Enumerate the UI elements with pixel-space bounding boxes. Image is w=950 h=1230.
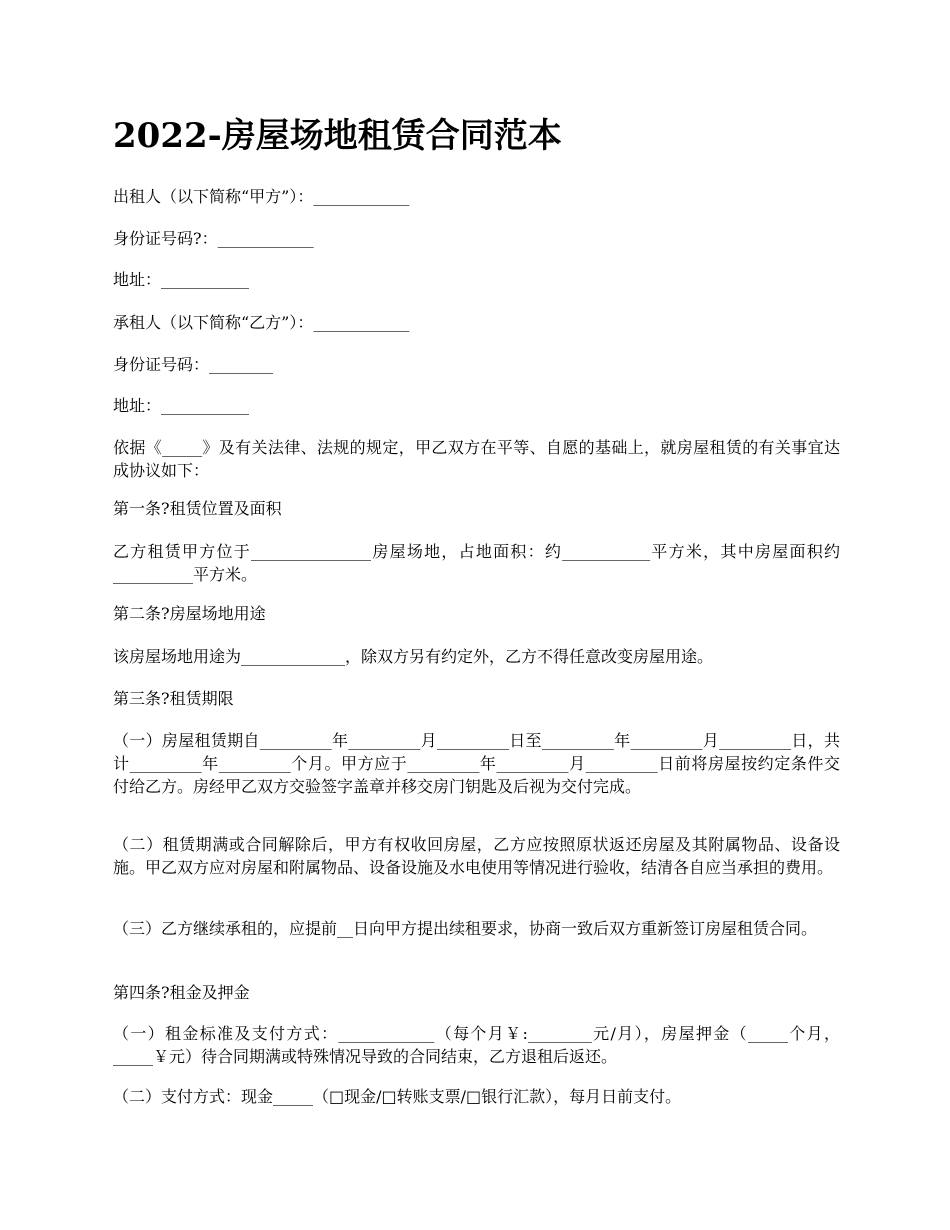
article-2-paragraph: 该房屋场地用途为_____________，除双方另有约定外，乙方不得任意改变房屋用途。 xyxy=(113,647,714,666)
article-4-heading: 第四条?租金及押金 xyxy=(113,983,250,1002)
lessor-name-line: 出租人（以下简称“甲方”）：____________ xyxy=(113,187,410,206)
lessee-name-line: 承租人（以下简称“乙方”）：____________ xyxy=(113,313,410,332)
lessee-address-line: 地址：___________ xyxy=(113,396,250,415)
article-3-clause-2: （二）租赁期满或合同解除后，甲方有权收回房屋，乙方应按照原状返还房屋及其附属物品、设备设施。甲乙双方应对房屋和附属物品、设备设施及水电使用等情况进行验收，结清各自应当承担的费用。 xyxy=(113,835,840,877)
article-1-paragraph: 乙方租赁甲方位于_______________房屋场地，占地面积：约___________平方米，其中房屋面积约__________平方米。 xyxy=(113,542,840,584)
article-3-heading: 第三条?租赁期限 xyxy=(113,689,234,708)
lessor-address-line: 地址：___________ xyxy=(113,270,250,289)
article-1-heading: 第一条?租赁位置及面积 xyxy=(113,499,282,518)
article-3-clause-1: （一）房屋租赁期自_________年_________月_________日至_________年_________月_________日，共计_________年_________个月。甲方应于_________年_________月_________日前将房屋按约定条件交付给乙方。房经甲乙双方交验签字盖章并移交房门钥匙及后视为交付完成。 xyxy=(113,731,840,796)
lessee-id-line: 身份证号码：________ xyxy=(113,355,274,374)
article-3-clause-3: （三）乙方继续承租的，应提前__日向甲方提出续租要求，协商一致后双方重新签订房屋租赁合同。 xyxy=(113,919,818,938)
preamble-paragraph: 依据《_____》及有关法律、法规的规定，甲乙双方在平等、自愿的基础上，就房屋租赁的有关事宜达成协议如下： xyxy=(113,438,840,480)
article-4-clause-2: （二）支付方式：现金_____（□现金/□转账支票/□银行汇款），每月日前支付。 xyxy=(113,1087,682,1106)
article-4-clause-1: （一）租金标准及支付方式：____________（每个月￥:________元/月），房屋押金（_____个月，_____￥元）待合同期满或特殊情况导致的合同结束，乙方退租后返还。 xyxy=(113,1024,840,1066)
lessor-id-line: 身份证号码?：____________ xyxy=(113,229,314,248)
article-2-heading: 第二条?房屋场地用途 xyxy=(113,604,266,623)
document-title: 2022-房屋场地租赁合同范本 xyxy=(113,116,562,156)
